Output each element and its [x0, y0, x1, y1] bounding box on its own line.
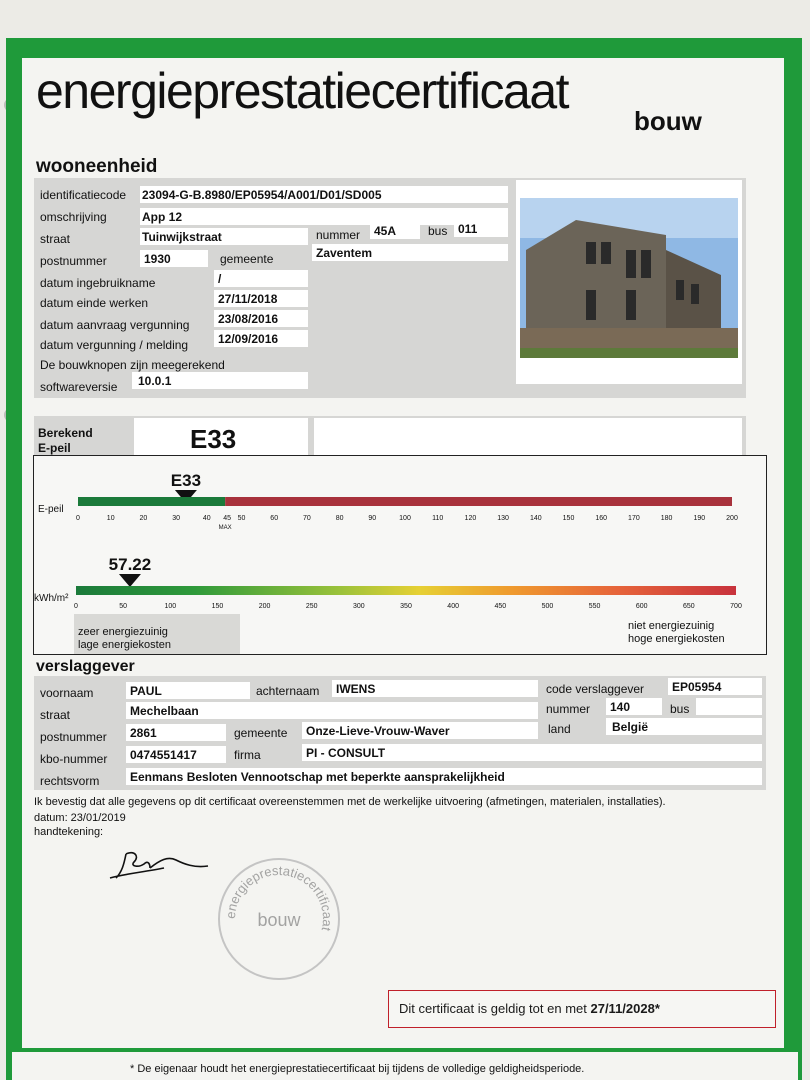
kwh-bar — [76, 586, 736, 595]
bus-value: 011 — [458, 222, 478, 236]
kwh-tick-label: 100 — [164, 603, 177, 610]
rechtsvorm-label: rechtsvorm — [40, 774, 100, 788]
certificate-subtitle: bouw — [634, 106, 702, 136]
epeil-tick-label: 20 — [139, 515, 148, 522]
validity-text — [399, 1001, 660, 1016]
kwh-tick-label: 50 — [119, 603, 128, 610]
epeil-tick-label: 180 — [660, 515, 673, 522]
code-value: EP05954 — [672, 680, 722, 694]
wooneenheid-title: wooneenheid — [36, 156, 158, 177]
high-energy-label-line2: hoge energiekosten — [628, 633, 725, 645]
low-energy-label-line2: lage energiekosten — [78, 639, 171, 651]
softwareversie-label: softwareversie — [40, 380, 118, 394]
nummer-label: nummer — [316, 228, 361, 242]
bus-label: bus — [428, 224, 448, 238]
certificate-title: energieprestatiecertificaat — [36, 63, 569, 119]
epeil-marker-label: E33 — [170, 471, 202, 490]
kwh-tick-label: 350 — [400, 603, 412, 610]
epeil-tick-label: 60 — [270, 515, 279, 522]
kwh-tick-label: 400 — [447, 603, 459, 610]
vergunning-value: 12/09/2016 — [218, 332, 279, 346]
epeil-tick-label: 50 — [237, 515, 246, 522]
bevestiging-text: Ik bevestig dat alle gegevens op dit certificaat overeenstemmen met de werkelijke uitvoering (afmetingen, materialen, installaties). — [34, 796, 666, 808]
omschrijving-label: omschrijving — [40, 210, 107, 224]
verslaggever-title: verslaggever — [36, 658, 135, 675]
epeil-tick-label: 40 — [202, 515, 211, 522]
epeil-tick-label: 45 — [223, 515, 232, 522]
epeil-tick-label: 80 — [335, 515, 344, 522]
verslaggever-nummer-label: nummer — [546, 702, 591, 716]
achternaam-value: IWENS — [336, 682, 376, 696]
kwh-tick-label: 450 — [494, 603, 507, 610]
land-label: land — [548, 722, 571, 736]
kwh-tick-label: 700 — [730, 603, 742, 610]
code-label: code verslaggever — [546, 682, 645, 696]
ingebruikname-value: / — [218, 272, 222, 286]
validity-date: 27/11/2028* — [590, 1001, 660, 1016]
epeil-tick-label: 200 — [726, 515, 738, 522]
verslaggever-gemeente-label: gemeente — [234, 726, 288, 740]
stamp-graphic — [220, 860, 338, 978]
epeil-tick-label: 160 — [595, 515, 608, 522]
achternaam-label: achternaam — [256, 684, 320, 698]
kwh-scale-label: kWh/m² — [34, 593, 69, 604]
nummer-value: 45A — [374, 224, 397, 238]
certificate-stamp — [218, 858, 340, 980]
epeil-empty-box — [314, 418, 742, 458]
voornaam-value: PAUL — [130, 684, 162, 698]
aanvraag-label: datum aanvraag vergunning — [40, 318, 190, 332]
epeil-tick-label: 10 — [106, 515, 115, 522]
ingebruikname-label: datum ingebruikname — [40, 276, 156, 290]
softwareversie-value: 10.0.1 — [138, 374, 172, 388]
kbo-value: 0474551417 — [130, 748, 197, 762]
omschrijving-field — [140, 208, 508, 225]
stamp-outer-text: energieprestatiecertificaat — [222, 862, 336, 933]
bouwknopen-note: De bouwknopen zijn meegerekend — [40, 358, 225, 372]
postnummer-label: postnummer — [40, 254, 107, 268]
kwh-tick-label: 200 — [258, 603, 271, 610]
firma-value: PI - CONSULT — [306, 746, 386, 760]
kwh-tick-label: 650 — [683, 603, 695, 610]
signature — [104, 838, 214, 888]
kwh-tick-label: 500 — [541, 603, 554, 610]
epeil-tick-label: 120 — [464, 515, 477, 522]
validity-prefix: Dit certificaat is geldig tot en met — [399, 1001, 591, 1016]
omschrijving-value: App 12 — [142, 210, 183, 224]
einde-werken-value: 27/11/2018 — [218, 292, 278, 306]
epeil-bar — [78, 497, 732, 506]
kbo-label: kbo-nummer — [40, 752, 108, 766]
identificatiecode-value: 23094-G-B.8980/EP05954/A001/D01/SD005 — [142, 188, 382, 202]
verslaggever-postnummer-label: postnummer — [40, 730, 107, 744]
kwh-tick-label: 150 — [211, 603, 224, 610]
gemeente-value: Zaventem — [316, 246, 373, 260]
epeil-tick-label: 140 — [529, 515, 542, 522]
energy-scales — [33, 455, 767, 655]
epeil-tick-label: 190 — [693, 515, 706, 522]
epeil-max-label: MAX — [218, 525, 232, 531]
epeil-value: E33 — [190, 424, 237, 454]
epeil-bar-green — [78, 497, 225, 506]
voornaam-label: voornaam — [40, 686, 94, 700]
epeil-tick-label: 70 — [303, 515, 311, 522]
verslaggever-bus-field — [696, 698, 762, 715]
straat-label: straat — [40, 232, 71, 246]
verslaggever-postnummer-value: 2861 — [130, 726, 157, 740]
straat-value: Tuinwijkstraat — [142, 230, 222, 244]
datum-text: datum: 23/01/2019 — [34, 812, 126, 824]
verslaggever-straat-value: Mechelbaan — [130, 704, 199, 718]
kwh-tick-label: 250 — [305, 603, 318, 610]
epeil-scale-label: E-peil — [38, 504, 64, 515]
verslaggever-straat-label: straat — [40, 708, 71, 722]
rechtsvorm-value: Eenmans Besloten Vennootschap met beperkte aansprakelijkheid — [130, 770, 505, 784]
kwh-marker-label: 57.22 — [108, 555, 152, 574]
einde-werken-label: datum einde werken — [40, 296, 149, 310]
epeil-tick-label: 130 — [497, 515, 509, 522]
kwh-marker — [119, 574, 141, 587]
epeil-tick-label: 150 — [562, 515, 575, 522]
land-value: België — [612, 720, 649, 734]
ingebruikname-field — [214, 270, 308, 287]
footnote-text: * De eigenaar houdt het energieprestatiecertificaat bij tijdens de volledige geldigheidsperiode. — [130, 1063, 585, 1075]
epeil-tick-label: 30 — [172, 515, 180, 522]
firma-label: firma — [234, 748, 261, 762]
aanvraag-value: 23/08/2016 — [218, 312, 279, 326]
high-energy-label-line1: niet energiezuinig — [628, 620, 715, 632]
stamp-inner-text: bouw — [257, 910, 301, 930]
kwh-tick-label: 550 — [588, 603, 601, 610]
epeil-tick-label: 110 — [432, 515, 444, 522]
epeil-label-line2: E-peil — [38, 441, 71, 455]
gemeente-label: gemeente — [220, 252, 274, 266]
verslaggever-bus-label: bus — [670, 702, 690, 716]
epeil-tick-label: 0 — [76, 515, 80, 522]
verslaggever-gemeente-value: Onze-Lieve-Vrouw-Waver — [306, 724, 450, 738]
building-photo — [516, 180, 742, 384]
building-photo-image — [516, 180, 742, 384]
identificatiecode-label: identificatiecode — [40, 188, 127, 202]
verslaggever-nummer-value: 140 — [610, 700, 631, 714]
kwh-tick-label: 0 — [74, 603, 78, 610]
kwh-tick-label: 600 — [635, 603, 648, 610]
handtekening-label: handtekening: — [34, 826, 104, 838]
kwh-tick-label: 300 — [353, 603, 365, 610]
validity-box — [388, 990, 776, 1028]
epeil-bar-red — [225, 497, 732, 506]
postnummer-value: 1930 — [144, 252, 171, 266]
epeil-tick-label: 90 — [368, 515, 377, 522]
epeil-label-line1: Berekend — [38, 426, 93, 440]
epeil-tick-label: 170 — [628, 515, 640, 522]
epeil-tick-label: 100 — [399, 515, 411, 522]
low-energy-label-line1: zeer energiezuinig — [78, 626, 168, 638]
vergunning-label: datum vergunning / melding — [40, 338, 189, 352]
